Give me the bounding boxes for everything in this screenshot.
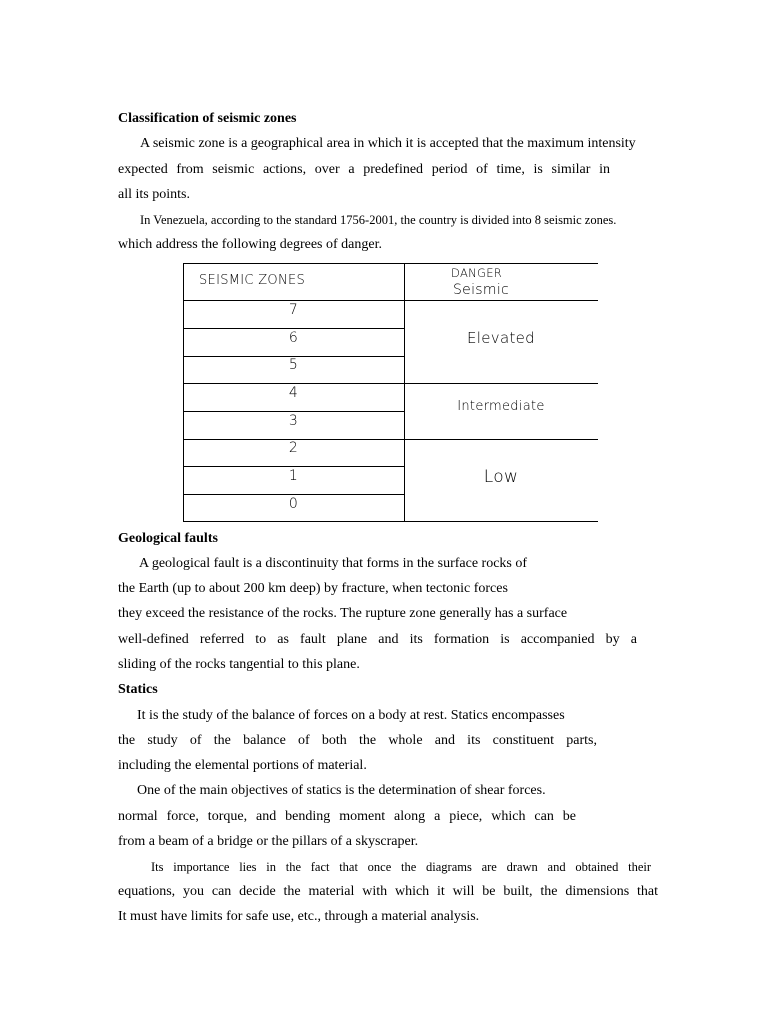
zone-cell: 2 bbox=[288, 440, 299, 456]
zone-cell: 3 bbox=[288, 413, 299, 429]
paragraph-line: A seismic zone is a geographical area in which it is accepted that the maximum intensity bbox=[140, 136, 636, 151]
paragraph-line: A geological fault is a discontinuity that forms in the surface rocks of bbox=[139, 556, 528, 571]
table-header-danger: DANGER bbox=[451, 266, 503, 280]
paragraph-line: sliding of the rocks tangential to this plane. bbox=[118, 657, 360, 672]
section-heading-statics: Statics bbox=[118, 682, 158, 697]
zone-cell: 0 bbox=[288, 496, 299, 512]
zone-cell: 4 bbox=[288, 385, 299, 401]
paragraph-line: all its points. bbox=[118, 187, 190, 202]
paragraph-line: It is the study of the balance of forces on a body at rest. Statics encompasses bbox=[137, 708, 565, 723]
danger-level-elevated: Elevated bbox=[467, 329, 535, 347]
paragraph-line: the study of the balance of both the whole and its constituent parts, bbox=[118, 733, 597, 748]
paragraph-line: One of the main objectives of statics is the determination of shear forces. bbox=[137, 783, 546, 798]
danger-level-low: Low bbox=[483, 467, 519, 487]
table-header-seismic: Seismic bbox=[453, 282, 510, 298]
paragraph-line: In Venezuela, according to the standard 1756-2001, the country is divided into 8 seismic zones. bbox=[140, 213, 617, 227]
paragraph-line: from a beam of a bridge or the pillars of a skyscraper. bbox=[118, 834, 419, 849]
paragraph-line: It must have limits for safe use, etc., through a material analysis. bbox=[118, 909, 480, 924]
zone-cell: 5 bbox=[288, 357, 299, 373]
paragraph-line: well-defined referred to as fault plane and its formation is accompanied by a bbox=[118, 632, 637, 647]
zone-cell: 6 bbox=[288, 330, 299, 346]
danger-level-intermediate: Intermediate bbox=[457, 399, 545, 414]
paragraph-line: expected from seismic actions, over a predefined period of time, is similar in bbox=[118, 162, 610, 177]
paragraph-line: the Earth (up to about 200 km deep) by fracture, when tectonic forces bbox=[118, 581, 508, 596]
section-heading-seismic-zones: Classification of seismic zones bbox=[118, 111, 297, 126]
table-header-zones: SEISMIC ZONES bbox=[199, 273, 306, 288]
paragraph-line: equations, you can decide the material with which it will be built, the dimensions that bbox=[118, 884, 658, 899]
paragraph-line: which address the following degrees of danger. bbox=[118, 237, 382, 252]
paragraph-line: Its importance lies in the fact that once the diagrams are drawn and obtained their bbox=[151, 860, 651, 874]
zone-cell: 7 bbox=[288, 302, 299, 318]
paragraph-line: they exceed the resistance of the rocks. The rupture zone generally has a surface bbox=[118, 606, 568, 621]
zone-cell: 1 bbox=[288, 468, 299, 484]
section-heading-geological-faults: Geological faults bbox=[118, 531, 218, 546]
paragraph-line: normal force, torque, and bending moment along a piece, which can be bbox=[118, 809, 576, 824]
seismic-zones-table bbox=[183, 263, 598, 522]
paragraph-line: including the elemental portions of material. bbox=[118, 758, 367, 773]
